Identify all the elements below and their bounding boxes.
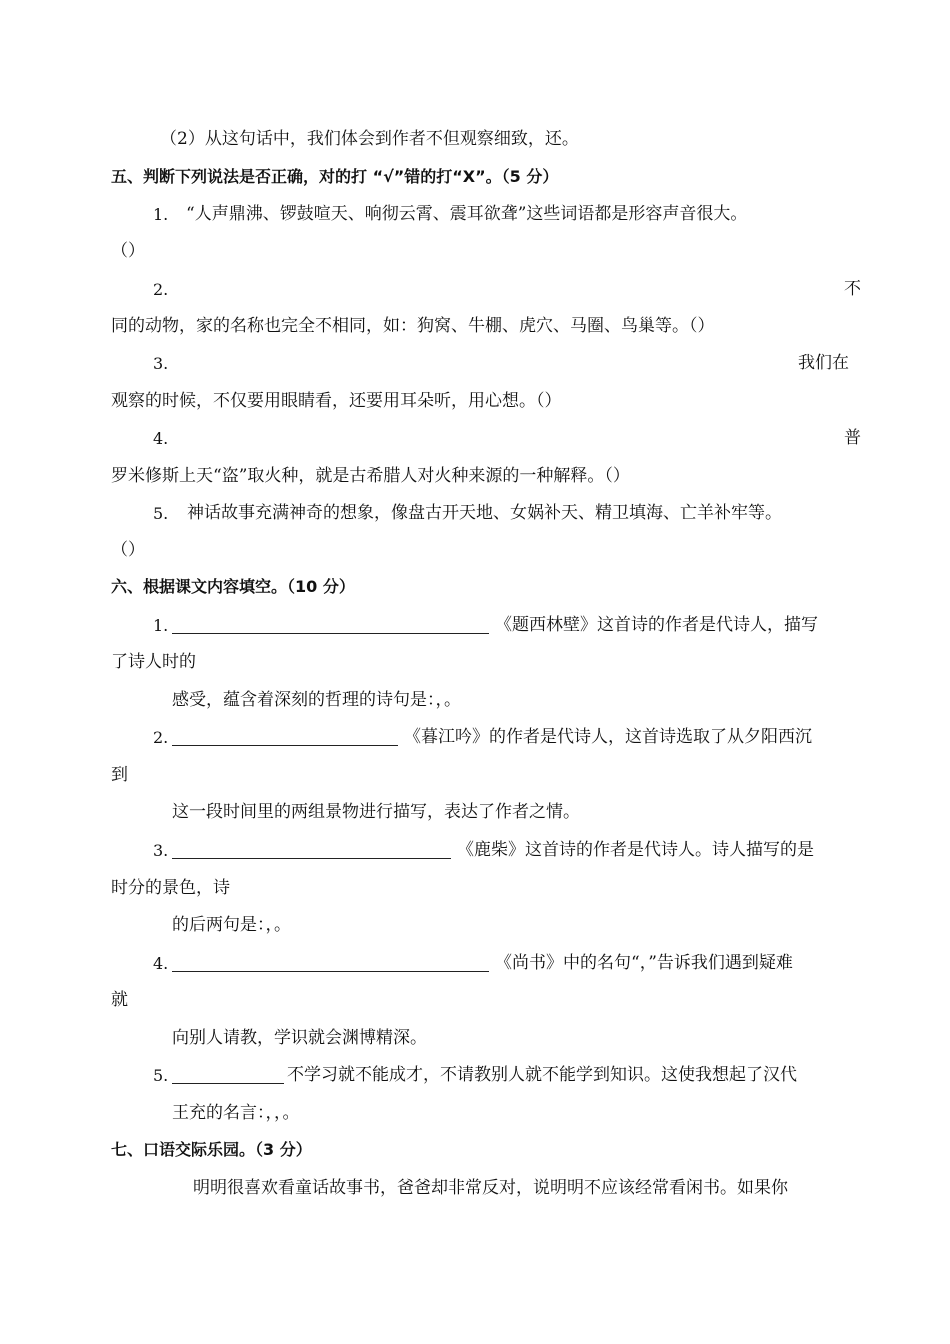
s6-q5-answer-blank[interactable] (172, 1083, 284, 1084)
s5-q2-text-tail: 不 (844, 279, 861, 299)
s5-q3-text-tail: 我们在 (798, 353, 849, 373)
s6-q3-text-line2: 时分的景色，诗 (111, 878, 230, 898)
s6-q3-number: 3. (153, 841, 169, 860)
s6-q4-number: 4. (153, 954, 169, 973)
section-5-heading: 五、判断下列说法是否正确，对的打 “√”错的打“X”。（5 分） (111, 167, 559, 186)
section-7-heading: 七、口语交际乐园。（3 分） (111, 1140, 312, 1159)
s5-q4-text: 罗米修斯上天“盗”取火种，就是古希腊人对火种来源的一种解释。（） (111, 466, 630, 486)
s5-q2-number: 2. (153, 280, 169, 299)
s5-q3-number: 3. (153, 354, 169, 373)
s5-q1-text: “人声鼎沸、锣鼓喧天、响彻云霄、震耳欲聋”这些词语都是形容声音很大。 (186, 204, 748, 224)
s6-q3-text-line3: 的后两句是：，。 (172, 915, 291, 935)
s7-paragraph: 明明很喜欢看童话故事书，爸爸却非常反对，说明明不应该经常看闲书。如果你 (193, 1178, 788, 1198)
s6-q2-answer-blank[interactable] (172, 745, 398, 746)
s6-q4-text-line2: 就 (111, 990, 128, 1010)
s5-q1-answer-bracket[interactable]: （） (111, 241, 145, 261)
s5-q4-number: 4. (153, 429, 169, 448)
s6-q2-text-line3: 这一段时间里的两组景物进行描写，表达了作者之情。 (172, 802, 580, 822)
s5-q4-text-tail: 普 (844, 428, 861, 448)
s6-q4-answer-blank[interactable] (172, 971, 489, 972)
s6-q4-text: 《尚书》中的名句“，”告诉我们遇到疑难 (495, 953, 793, 973)
s6-q5-text-line2: 王充的名言：，，。 (172, 1103, 300, 1123)
s5-q3-text: 观察的时候，不仅要用眼睛看，还要用耳朵听，用心想。（） (111, 391, 562, 411)
s5-q2-text: 同的动物，家的名称也完全不相同，如：狗窝、牛棚、虎穴、马圈、鸟巢等。（） (111, 316, 715, 336)
s4-question-2: （2）从这句话中，我们体会到作者不但观察细致，还。 (160, 129, 579, 149)
s6-q2-text-line2: 到 (111, 765, 128, 785)
s6-q5-text: 不学习就不能成才，不请教别人就不能学到知识。这使我想起了汉代 (287, 1065, 797, 1085)
s6-q5-number: 5. (153, 1066, 169, 1085)
s6-q1-number: 1. (153, 616, 169, 635)
s6-q1-text-line3: 感受，蕴含着深刻的哲理的诗句是：，。 (172, 690, 461, 710)
s5-q5-number: 5. (153, 504, 169, 523)
s6-q3-text: 《鹿柴》这首诗的作者是代诗人。诗人描写的是 (457, 840, 814, 860)
s6-q1-text: 《题西林壁》这首诗的作者是代诗人，描写 (495, 615, 818, 635)
s6-q1-text-line2: 了诗人时的 (111, 652, 196, 672)
section-6-heading: 六、根据课文内容填空。（10 分） (111, 577, 355, 596)
s6-q2-text: 《暮江吟》的作者是代诗人，这首诗选取了从夕阳西沉 (404, 727, 812, 747)
s6-q1-answer-blank[interactable] (172, 633, 489, 634)
s5-q5-text: 神话故事充满神奇的想象，像盘古开天地、女娲补天、精卫填海、亡羊补牢等。 (187, 503, 782, 523)
s5-q5-answer-bracket[interactable]: （） (111, 540, 145, 560)
s6-q2-number: 2. (153, 728, 169, 747)
s6-q3-answer-blank[interactable] (172, 858, 451, 859)
s6-q4-text-line3: 向别人请教，学识就会渊博精深。 (172, 1028, 427, 1048)
s5-q1-number: 1. (153, 205, 169, 224)
